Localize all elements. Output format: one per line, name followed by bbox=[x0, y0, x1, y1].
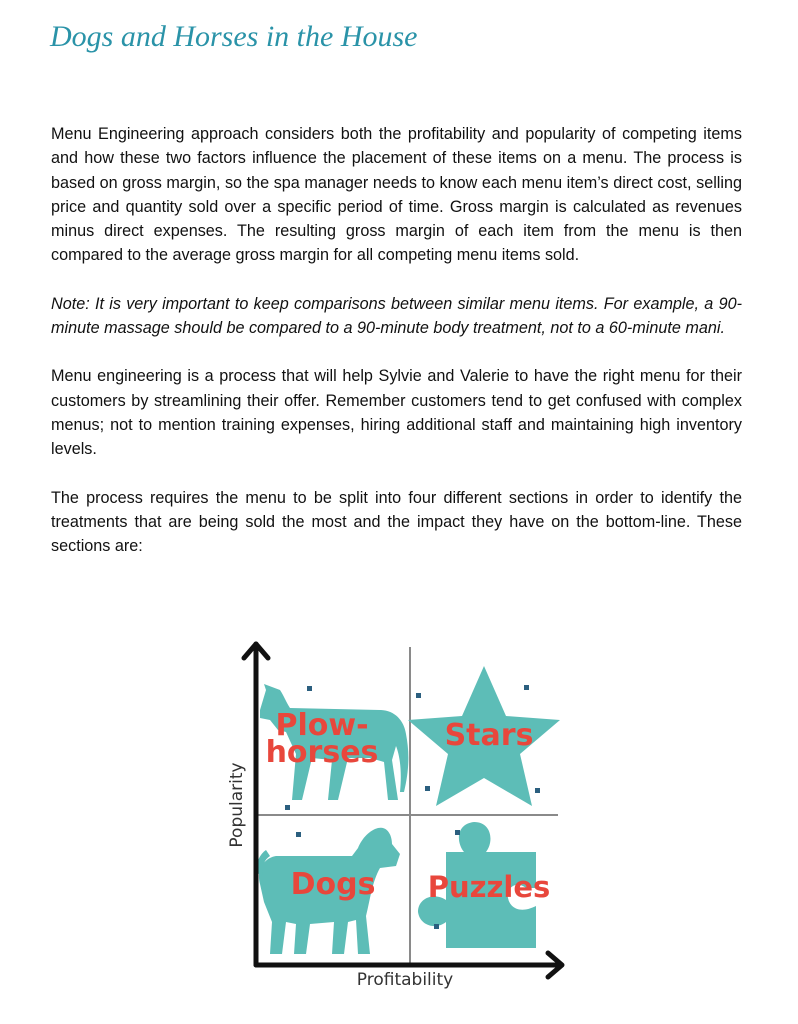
dogs-label: Dogs bbox=[290, 867, 376, 902]
paragraph-sections: The process requires the menu to be split into four different sections in order to identify the treatments that are being sold the most and the impact they have on the bottom-line. These sections are: bbox=[51, 488, 742, 556]
paragraph-note: Note: It is very important to keep comparisons between similar menu items. For example, a 90-minute massage should be compared to a 90-minute body treatment, not to a 60-minute mani. bbox=[51, 294, 742, 338]
stars-label: Stars bbox=[444, 718, 534, 753]
y-axis-label: Popularity bbox=[227, 762, 247, 848]
puzzles-label: Puzzles bbox=[427, 870, 551, 904]
paragraph-streamlining: Menu engineering is a process that will help Sylvie and Valerie to have the right menu for their customers by streamlining their offer. Remember customers tend to get confused with complex menus; not to mention training expenses, hiring additional staff and maintaining high inventory levels. bbox=[51, 367, 742, 459]
plowhorses-label-line1: Plow- bbox=[275, 708, 369, 743]
paragraph-menu-engineering: Menu Engineering approach considers both the profitability and popularity of competing items and how these two factors influence the placement of these items on a menu. The process is based on gross margin, so the spa manager needs to know each menu item’s direct cost, selling price and quantity sold over a specific period of time. Gross margin is calculated as revenues minus direct expenses. The resulting gross margin of each item from the menu is then compared to the average gross margin for all competing menu items sold. bbox=[51, 125, 742, 265]
body-text bbox=[51, 122, 742, 582]
x-axis-label: Profitability bbox=[356, 970, 454, 990]
page-title: Dogs and Horses in the House bbox=[50, 20, 418, 53]
menu-engineering-matrix bbox=[220, 632, 580, 997]
plowhorses-label-line2: horses bbox=[265, 735, 379, 770]
matrix-diagram bbox=[220, 632, 580, 997]
